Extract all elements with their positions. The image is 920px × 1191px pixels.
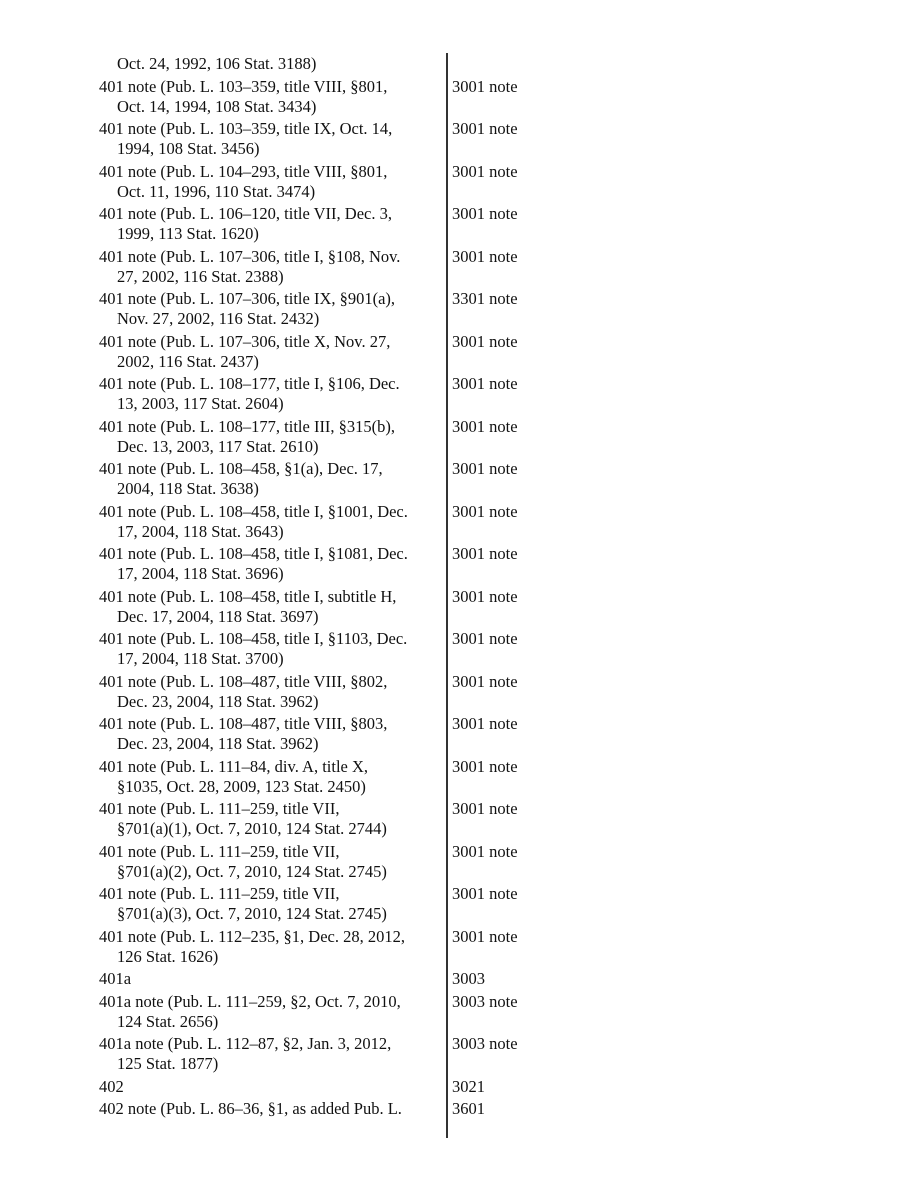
target-cell: 3001 note: [452, 501, 518, 521]
source-line: 401 note (Pub. L. 112–235, §1, Dec. 28, 2012,: [99, 926, 405, 946]
source-cell: [99, 969, 440, 989]
source-cell: [99, 289, 440, 329]
source-line: §701(a)(3), Oct. 7, 2010, 124 Stat. 2745): [117, 904, 387, 923]
source-line: 27, 2002, 116 Stat. 2388): [117, 266, 284, 286]
source-line: 401 note (Pub. L. 111–259, title VII,: [99, 884, 340, 903]
target-cell: 3001 note: [452, 841, 518, 861]
table-row: [99, 289, 619, 329]
source-line: 401 note (Pub. L. 111–259, title VII,: [99, 841, 340, 861]
target-cell: 3003 note: [452, 1034, 518, 1053]
source-cell: [99, 502, 440, 542]
source-cell: [99, 757, 440, 797]
target-cell: 3001 note: [452, 246, 518, 266]
target-cell: 3001 note: [452, 629, 518, 648]
table-row: [99, 417, 619, 457]
target-cell: 3001 note: [452, 671, 518, 691]
target-cell: 3301 note: [452, 289, 518, 308]
source-line: 17, 2004, 118 Stat. 3696): [117, 564, 284, 583]
source-line: Oct. 24, 1992, 106 Stat. 3188): [117, 54, 317, 73]
source-cell: [99, 1099, 440, 1119]
source-line: 401 note (Pub. L. 107–306, title IX, §901(a),: [99, 289, 396, 308]
table-row: [99, 459, 619, 499]
source-line: 125 Stat. 1877): [117, 1054, 219, 1073]
source-line: §701(a)(2), Oct. 7, 2010, 124 Stat. 2745): [117, 861, 387, 881]
target-cell: 3021: [452, 1076, 485, 1096]
source-cell: [99, 544, 440, 584]
source-cell: [99, 927, 440, 967]
table-row: [99, 714, 619, 754]
table-row: [99, 884, 619, 924]
target-cell: 3001 note: [452, 459, 518, 478]
table-row: [99, 247, 619, 287]
source-cell: [99, 374, 440, 414]
table-row: [99, 204, 619, 244]
table-row: [99, 1034, 619, 1074]
target-cell: 3001 note: [452, 161, 518, 181]
source-cell: [99, 162, 440, 202]
source-line: 401 note (Pub. L. 111–84, div. A, title X,: [99, 756, 369, 776]
source-line: 401a: [99, 969, 132, 988]
source-line: 401 note (Pub. L. 103–359, title VIII, §801,: [99, 76, 388, 96]
source-line: 401 note (Pub. L. 106–120, title VII, Dec. 3,: [99, 204, 392, 223]
source-line: 13, 2003, 117 Stat. 2604): [117, 394, 284, 413]
source-cell: [99, 459, 440, 499]
target-cell: 3601: [452, 1099, 485, 1118]
source-line: 402 note (Pub. L. 86–36, §1, as added Pub. L.: [99, 1099, 402, 1118]
source-cell: [99, 1077, 440, 1097]
source-line: 401 note (Pub. L. 108–487, title VIII, §803,: [99, 714, 388, 733]
source-line: 124 Stat. 2656): [117, 1011, 219, 1031]
source-line: Nov. 27, 2002, 116 Stat. 2432): [117, 309, 320, 328]
source-line: 401a note (Pub. L. 111–259, §2, Oct. 7, 2010,: [99, 991, 401, 1011]
source-line: 401 note (Pub. L. 108–458, title I, §1081, Dec.: [99, 544, 408, 563]
source-line: 2002, 116 Stat. 2437): [117, 351, 259, 371]
source-line: 401 note (Pub. L. 103–359, title IX, Oct. 14,: [99, 119, 393, 138]
source-cell: [99, 119, 440, 159]
target-cell: 3001 note: [452, 331, 518, 351]
source-cell: [99, 992, 440, 1032]
source-cell: [99, 332, 440, 372]
table-row: [99, 502, 619, 542]
table-row: [99, 587, 619, 627]
source-line: Dec. 23, 2004, 118 Stat. 3962): [117, 734, 319, 753]
target-cell: 3003: [452, 969, 485, 988]
table-row: [99, 969, 619, 989]
source-cell: [99, 247, 440, 287]
table-row: [99, 544, 619, 584]
source-line: 401 note (Pub. L. 108–177, title III, §315(b),: [99, 416, 396, 436]
source-line: 17, 2004, 118 Stat. 3643): [117, 521, 284, 541]
source-cell: [99, 884, 440, 924]
target-cell: 3001 note: [452, 119, 518, 138]
source-cell: [99, 672, 440, 712]
source-line: 17, 2004, 118 Stat. 3700): [117, 649, 284, 668]
source-cell: [99, 417, 440, 457]
target-cell: 3001 note: [452, 76, 518, 96]
source-cell: [99, 1034, 440, 1074]
source-line: §1035, Oct. 28, 2009, 123 Stat. 2450): [117, 776, 366, 796]
table-row: [99, 374, 619, 414]
source-line: 401a note (Pub. L. 112–87, §2, Jan. 3, 2012,: [99, 1034, 392, 1053]
target-cell: 3001 note: [452, 544, 518, 563]
target-cell: 3001 note: [452, 586, 518, 606]
source-cell: [99, 587, 440, 627]
source-line: Dec. 23, 2004, 118 Stat. 3962): [117, 691, 319, 711]
table-row: [99, 1099, 619, 1119]
source-line: 401 note (Pub. L. 107–306, title I, §108, Nov.: [99, 246, 401, 266]
target-cell: 3001 note: [452, 884, 518, 903]
source-line: 2004, 118 Stat. 3638): [117, 479, 259, 498]
table-row: [99, 119, 619, 159]
source-cell: [99, 54, 440, 74]
target-cell: 3001 note: [452, 374, 518, 393]
table-row: [99, 332, 619, 372]
target-cell: 3001 note: [452, 756, 518, 776]
source-cell: [99, 799, 440, 839]
table-row: [99, 162, 619, 202]
target-cell: 3001 note: [452, 799, 518, 818]
source-cell: [99, 77, 440, 117]
source-line: 401 note (Pub. L. 108–177, title I, §106, Dec.: [99, 374, 400, 393]
source-line: 401 note (Pub. L. 108–458, §1(a), Dec. 17,: [99, 459, 383, 478]
source-cell: [99, 204, 440, 244]
target-cell: 3001 note: [452, 204, 518, 223]
table-row: [99, 757, 619, 797]
table-row: [99, 672, 619, 712]
source-line: 401 note (Pub. L. 108–458, title I, §1001, Dec.: [99, 501, 408, 521]
target-cell: 3001 note: [452, 416, 518, 436]
source-line: 1994, 108 Stat. 3456): [117, 139, 260, 158]
source-line: 401 note (Pub. L. 108–458, title I, §1103, Dec.: [99, 629, 408, 648]
table-row: [99, 1077, 619, 1097]
source-cell: [99, 842, 440, 882]
source-line: 401 note (Pub. L. 108–458, title I, subtitle H,: [99, 586, 397, 606]
target-cell: 3001 note: [452, 714, 518, 733]
source-line: 401 note (Pub. L. 104–293, title VIII, §801,: [99, 161, 388, 181]
target-cell: 3001 note: [452, 926, 518, 946]
table-row: [99, 992, 619, 1032]
source-line: §701(a)(1), Oct. 7, 2010, 124 Stat. 2744): [117, 819, 387, 838]
table-row: [99, 77, 619, 117]
source-line: 1999, 113 Stat. 1620): [117, 224, 259, 243]
source-line: 401 note (Pub. L. 111–259, title VII,: [99, 799, 340, 818]
source-line: 401 note (Pub. L. 108–487, title VIII, §802,: [99, 671, 388, 691]
table-row: [99, 927, 619, 967]
source-line: Dec. 13, 2003, 117 Stat. 2610): [117, 436, 319, 456]
source-line: Oct. 14, 1994, 108 Stat. 3434): [117, 96, 317, 116]
source-line: 401 note (Pub. L. 107–306, title X, Nov. 27,: [99, 331, 391, 351]
source-line: 402: [99, 1076, 124, 1096]
table-row: [99, 629, 619, 669]
table-row: [99, 842, 619, 882]
source-cell: [99, 629, 440, 669]
source-line: 126 Stat. 1626): [117, 946, 219, 966]
source-cell: [99, 714, 440, 754]
target-cell: 3003 note: [452, 991, 518, 1011]
disposition-table: [99, 54, 619, 1122]
source-line: Oct. 11, 1996, 110 Stat. 3474): [117, 181, 316, 201]
table-row: [99, 799, 619, 839]
source-line: Dec. 17, 2004, 118 Stat. 3697): [117, 606, 319, 626]
table-row: [99, 54, 619, 74]
